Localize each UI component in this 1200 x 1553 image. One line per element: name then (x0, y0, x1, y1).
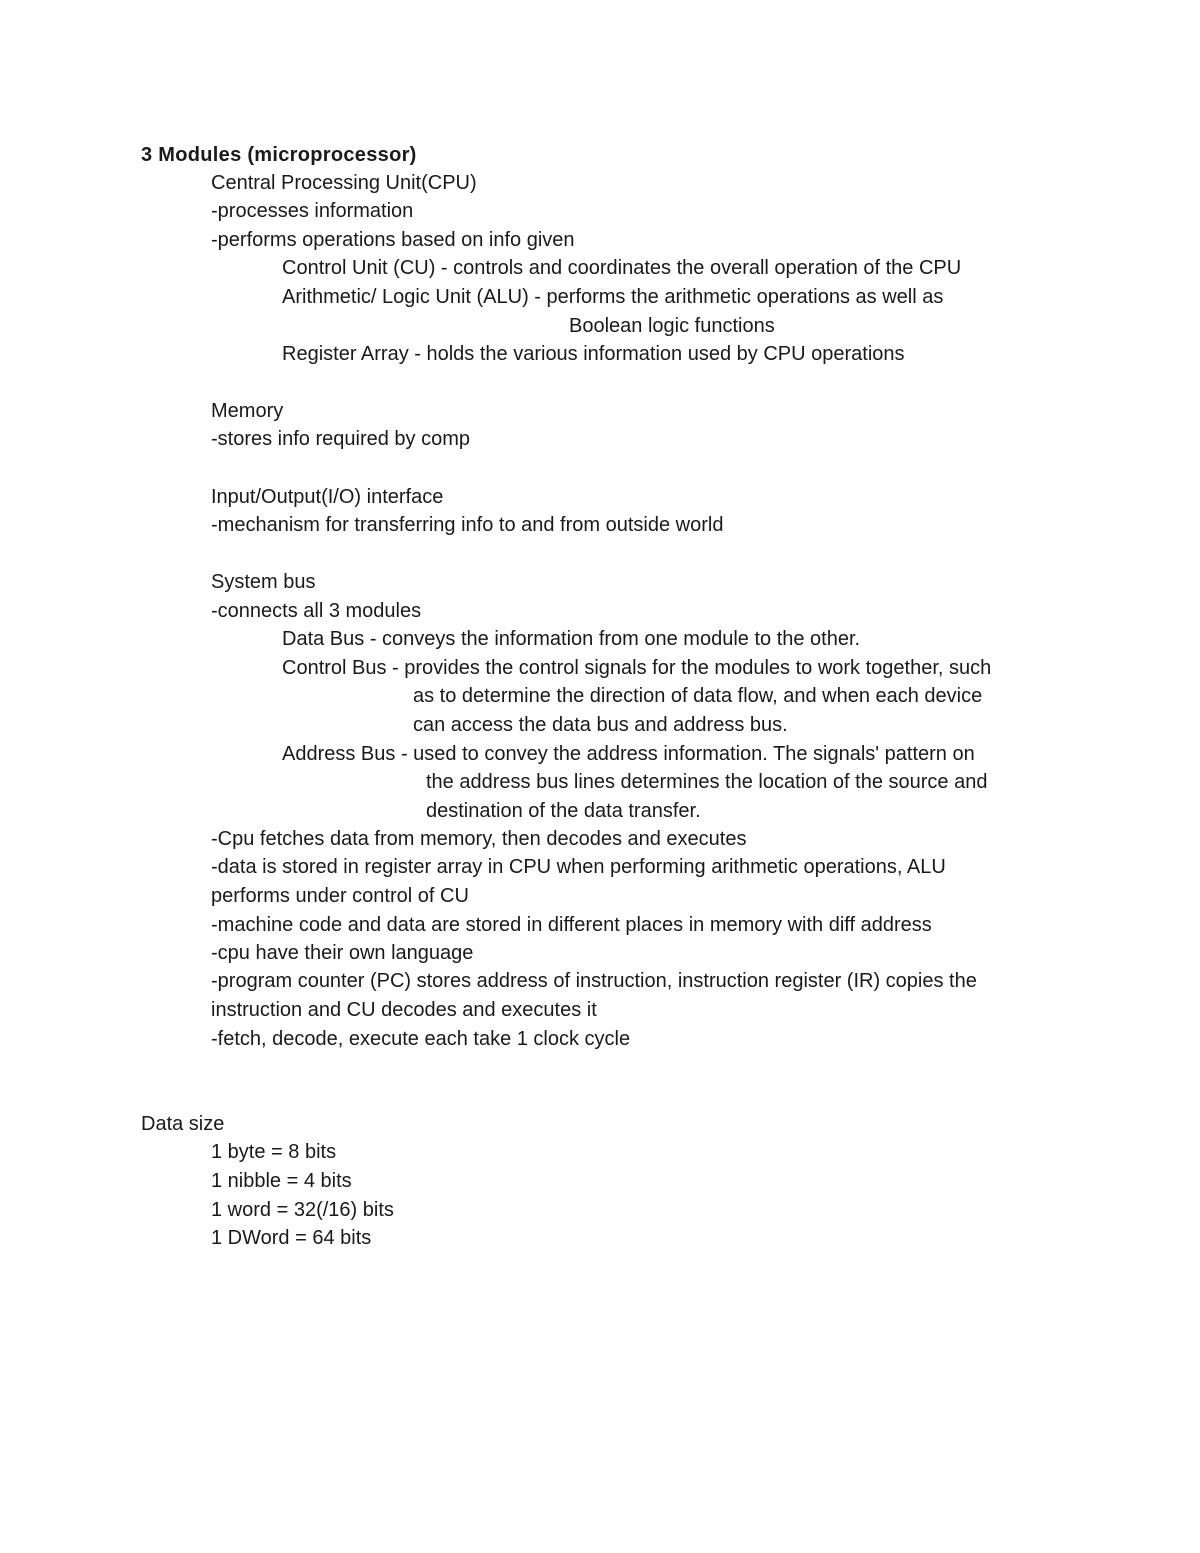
control-bus-text-continued: can access the data bus and address bus. (413, 714, 788, 736)
cpu-title: Central Processing Unit(CPU) (211, 172, 477, 194)
system-bus-title: System bus (211, 571, 316, 593)
fact-line: -machine code and data are stored in different places in memory with diff address (211, 914, 932, 936)
control-unit-text: Control Unit (CU) - controls and coordinates the overall operation of the CPU (282, 257, 962, 279)
fact-line: -data is stored in register array in CPU when performing arithmetic operations, ALU (211, 856, 946, 878)
fact-line: -cpu have their own language (211, 942, 474, 964)
alu-text-continued: Boolean logic functions (569, 315, 775, 337)
control-bus-text-continued: as to determine the direction of data flow, and when each device (413, 685, 983, 707)
alu-text: Arithmetic/ Logic Unit (ALU) - performs the arithmetic operations as well as (282, 286, 944, 308)
system-bus-note: -connects all 3 modules (211, 600, 422, 622)
io-title: Input/Output(I/O) interface (211, 486, 444, 508)
fact-line: -Cpu fetches data from memory, then decodes and executes (211, 828, 747, 850)
fact-line: performs under control of CU (211, 885, 469, 907)
data-bus-text: Data Bus - conveys the information from one module to the other. (282, 628, 861, 650)
modules-heading: 3 Modules (microprocessor) (141, 144, 417, 166)
address-bus-text: Address Bus - used to convey the address information. The signals' pattern on (282, 743, 975, 765)
cpu-note: -performs operations based on info given (211, 229, 575, 251)
memory-title: Memory (211, 400, 284, 422)
memory-note: -stores info required by comp (211, 428, 471, 450)
cpu-note: -processes information (211, 200, 414, 222)
data-size-heading: Data size (141, 1113, 225, 1135)
fact-line: instruction and CU decodes and executes it (211, 999, 597, 1021)
io-note: -mechanism for transferring info to and from outside world (211, 514, 724, 536)
data-size-item: 1 DWord = 64 bits (211, 1227, 372, 1249)
data-size-item: 1 byte = 8 bits (211, 1141, 337, 1163)
address-bus-text-continued: the address bus lines determines the location of the source and (426, 771, 988, 793)
register-array-text: Register Array - holds the various information used by CPU operations (282, 343, 905, 365)
data-size-item: 1 nibble = 4 bits (211, 1170, 352, 1192)
fact-line: -program counter (PC) stores address of instruction, instruction register (IR) copies the (211, 970, 977, 992)
fact-line: -fetch, decode, execute each take 1 clock cycle (211, 1028, 631, 1050)
data-size-item: 1 word = 32(/16) bits (211, 1199, 394, 1221)
address-bus-text-continued: destination of the data transfer. (426, 800, 701, 822)
control-bus-text: Control Bus - provides the control signals for the modules to work together, such (282, 657, 992, 679)
